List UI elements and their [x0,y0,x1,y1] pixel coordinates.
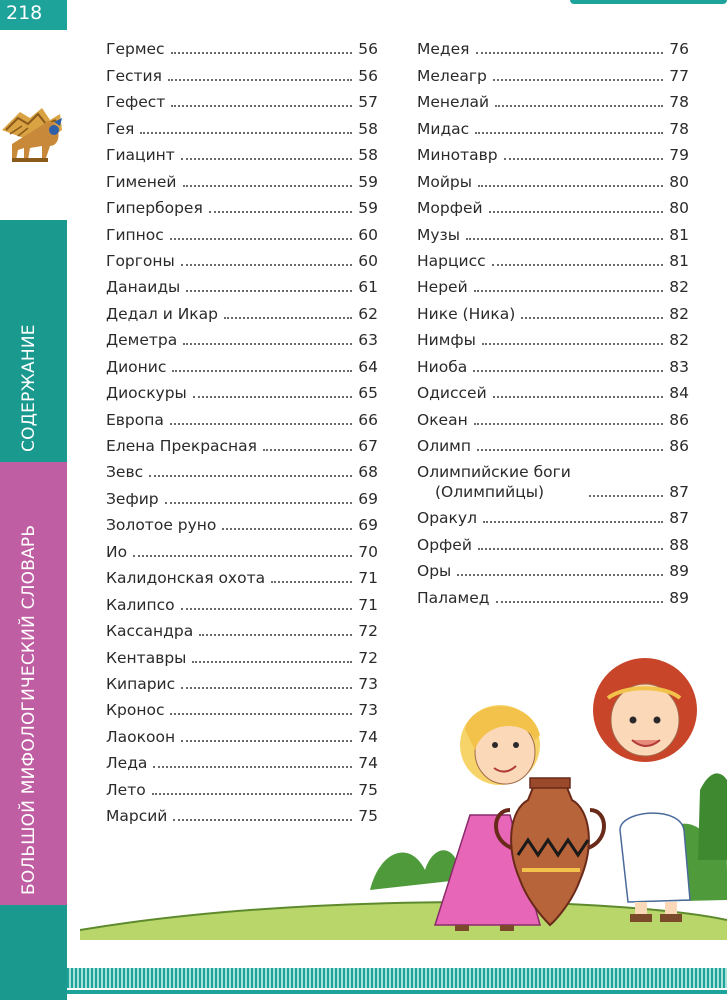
toc-entry-page: 64 [358,357,378,376]
toc-entry[interactable] [106,86,378,112]
toc-entry[interactable] [106,562,378,588]
toc-entry-page: 78 [669,93,689,112]
toc-entry-page: 79 [669,146,689,165]
toc-entry-name: Гиацинт [106,146,175,165]
toc-entry-name: Нимфы [417,331,476,350]
toc-entry[interactable] [106,165,378,191]
toc-leader-dots [466,238,663,240]
toc-entry-name: Океан [417,410,468,429]
toc-leader-dots [183,343,352,345]
toc-entry-name: Зевс [106,463,144,482]
toc-entry-name: Нике (Ника) [417,304,516,323]
toc-entry-page: 59 [358,199,378,218]
toc-entry[interactable] [106,403,378,429]
toc-entry[interactable] [106,192,378,218]
toc-entry-page: 80 [669,172,689,191]
toc-entry-page: 82 [669,278,689,297]
toc-entry-name: Деметра [106,331,178,350]
toc-entry[interactable] [106,535,378,561]
toc-entry[interactable] [106,271,378,297]
toc-entry[interactable] [106,377,378,403]
children-amphora-drawing [80,640,727,960]
toc-leader-dots [199,634,352,636]
toc-entry[interactable] [106,350,378,376]
toc-leader-dots [589,495,663,497]
toc-entry-page: 87 [669,509,689,528]
toc-entry[interactable] [417,112,689,138]
toc-entry[interactable] [106,218,378,244]
toc-entry[interactable] [106,588,378,614]
toc-leader-dots [140,132,352,134]
toc-entry-page: 86 [669,410,689,429]
toc-entry-name: Мелеагр [417,66,487,85]
lamassu-illustration-area [0,30,67,220]
toc-entry[interactable] [417,192,689,218]
toc-entry-name: Елена Прекрасная [106,437,258,455]
toc-entry-name: Музы [417,225,461,244]
toc-entry-page: 86 [669,437,689,455]
toc-entry-page: 59 [358,172,378,191]
toc-leader-dots [165,502,353,504]
toc-entry-name: Ниоба [417,357,468,376]
toc-leader-dots [186,290,352,292]
toc-leader-dots [476,52,664,54]
toc-entry-page: 73 [358,674,378,693]
toc-leader-dots [474,290,664,292]
toc-entry-name: Гея [106,119,135,138]
toc-entry-name: Марсий [106,807,168,826]
footer-band [0,905,67,1000]
toc-entry[interactable] [417,350,689,376]
toc-entry-page: 67 [358,437,378,455]
toc-leader-dots [483,521,663,523]
toc-right-column [417,33,689,608]
toc-entry-name: Олимп [417,437,472,455]
toc-entry-page: 81 [669,251,689,270]
toc-entry-name: Кронос [106,701,165,720]
toc-entry-page: 60 [358,225,378,244]
toc-entry-name: Одиссей [417,384,487,403]
toc-entry-page: 75 [358,780,378,799]
bottom-line [67,990,727,994]
toc-entry-name: Горгоны [106,251,175,270]
toc-entry-name: Минотавр [417,146,498,165]
toc-leader-dots [457,574,663,576]
toc-entry-name: Гермес [106,40,165,59]
toc-entry[interactable] [417,456,689,502]
toc-entry[interactable] [417,430,689,456]
toc-entry-name: Нарцисс [417,251,486,270]
section-label: СОДЕРЖАНИЕ [19,324,39,452]
toc-leader-dots [478,548,663,550]
toc-entry-page: 74 [358,754,378,773]
toc-leader-dots [149,475,352,477]
toc-entry[interactable] [417,271,689,297]
toc-entry-name: Золотое руно [106,516,217,535]
toc-entry-name: Гименей [106,172,177,191]
toc-entry-page: 89 [669,562,689,581]
toc-leader-dots [521,317,663,319]
toc-entry[interactable] [106,482,378,508]
toc-entry-page: 75 [358,807,378,826]
toc-entry-name: Менелай [417,93,490,112]
toc-entry-page: 63 [358,331,378,350]
toc-leader-dots [489,211,664,213]
toc-leader-dots [172,370,352,372]
toc-entry-name: Дедал и Икар [106,304,218,323]
toc-entry-page: 82 [669,304,689,323]
toc-entry-page: 76 [669,40,689,59]
toc-entry[interactable] [417,581,689,607]
bottom-decoration [67,968,727,988]
toc-entry[interactable] [417,139,689,165]
toc-entry[interactable] [417,324,689,350]
toc-entry-name: Гефест [106,93,166,112]
toc-entry-name: Зефир [106,489,159,508]
toc-entry[interactable] [106,430,378,456]
toc-entry-page: 60 [358,251,378,270]
toc-leader-dots [473,370,663,372]
toc-entry-name: Мидас [417,119,470,138]
toc-entry-name: Оракул [417,509,477,528]
toc-entry-page: 58 [358,146,378,165]
toc-entry[interactable] [417,555,689,581]
toc-entry-page: 68 [358,463,378,482]
toc-leader-dots [492,264,664,266]
toc-leader-dots [493,396,664,398]
toc-entry[interactable] [417,528,689,554]
toc-entry-name: Лаокоон [106,727,176,746]
toc-entry-page: 72 [358,622,378,641]
toc-entry-page: 89 [669,588,689,607]
toc-entry-name: Кипарис [106,674,176,693]
toc-entry-page: 62 [358,304,378,323]
toc-entry-name-line2: (Олимпийцы) [435,483,545,501]
toc-entry-page: 80 [669,199,689,218]
toc-leader-dots [496,601,664,603]
toc-leader-dots [181,158,352,160]
toc-entry-name: Орфей [417,535,472,554]
toc-leader-dots [477,449,663,451]
toc-entry-name: Нерей [417,278,468,297]
toc-entry-name: Калидонская охота [106,569,266,588]
toc-entry-name: Мойры [417,172,473,191]
toc-entry[interactable] [417,297,689,323]
toc-entry-name: Гестия [106,66,162,85]
toc-leader-dots [170,238,352,240]
toc-entry-name: Калипсо [106,595,175,614]
toc-entry[interactable] [106,615,378,641]
toc-leader-dots [170,423,352,425]
toc-entry-name: Морфей [417,199,483,218]
toc-leader-dots [181,608,353,610]
toc-entry-page: 81 [669,225,689,244]
toc-entry-page: 73 [358,701,378,720]
toc-entry[interactable] [417,245,689,271]
toc-entry-name: Дионис [106,357,167,376]
toc-entry-page: 65 [358,384,378,403]
page-number-tab [0,0,67,30]
toc-leader-dots [493,79,663,81]
toc-entry-page: 69 [358,489,378,508]
toc-entry[interactable] [106,324,378,350]
toc-entry-name: Кентавры [106,648,187,667]
toc-leader-dots [181,264,352,266]
toc-leader-dots [482,343,663,345]
toc-entry-page: 82 [669,331,689,350]
toc-entry-page: 70 [358,542,378,561]
toc-entry[interactable] [417,165,689,191]
toc-entry[interactable] [417,377,689,403]
toc-entry[interactable] [106,297,378,323]
toc-entry-page: 77 [669,66,689,85]
toc-entry-page: 61 [358,278,378,297]
toc-leader-dots [193,396,352,398]
toc-leader-dots [478,185,663,187]
toc-entry[interactable] [106,245,378,271]
toc-leader-dots [209,211,352,213]
toc-entry-name: Леда [106,754,148,773]
toc-entry-name: Медея [417,40,470,59]
toc-entry-page: 69 [358,516,378,535]
toc-leader-dots [133,555,352,557]
book-title: БОЛЬШОЙ МИФОЛОГИЧЕСКИЙ СЛОВАРЬ [19,524,39,895]
toc-entry[interactable] [417,403,689,429]
toc-entry-name: Гипнос [106,225,164,244]
toc-entry-page: 56 [358,66,378,85]
toc-leader-dots [222,528,352,530]
toc-leader-dots [183,185,353,187]
toc-leader-dots [474,423,664,425]
toc-entry-page: 87 [669,483,689,501]
toc-leader-dots [271,581,352,583]
toc-leader-dots [171,52,353,54]
toc-entry-name [417,462,587,502]
toc-entry[interactable] [417,59,689,85]
toc-leader-dots [504,158,664,160]
toc-entry-page: 72 [358,648,378,667]
toc-entry-page: 66 [358,410,378,429]
toc-entry-page: 71 [358,569,378,588]
top-decoration [570,0,727,4]
toc-entry-page: 74 [358,727,378,746]
children-amphora-illustration [80,640,727,960]
toc-entry-name: Ио [106,542,128,561]
toc-leader-dots [475,132,663,134]
toc-entry[interactable] [106,139,378,165]
toc-entry[interactable] [417,86,689,112]
toc-entry-page: 57 [358,93,378,112]
toc-entry-page: 56 [358,40,378,59]
toc-leader-dots [168,79,352,81]
toc-entry-name: Лето [106,780,146,799]
toc-entry-name: Паламед [417,588,490,607]
toc-entry[interactable] [417,502,689,528]
toc-entry-name: Данаиды [106,278,181,297]
lamassu-icon [0,30,67,220]
toc-entry[interactable] [106,112,378,138]
toc-entry-name: Европа [106,410,164,429]
toc-leader-dots [171,105,352,107]
boy-figure [593,658,697,922]
toc-entry-name-line1: Олимпийские боги [417,463,571,481]
toc-entry-name: Диоскуры [106,384,187,403]
toc-entry[interactable] [417,218,689,244]
toc-leader-dots [495,105,663,107]
toc-entry-page: 83 [669,357,689,376]
toc-entry-name: Кассандра [106,622,194,641]
toc-entry[interactable] [417,33,689,59]
toc-entry[interactable] [106,59,378,85]
toc-entry[interactable] [106,509,378,535]
toc-entry-page: 58 [358,119,378,138]
toc-entry-name: Оры [417,562,452,581]
toc-entry[interactable] [106,456,378,482]
toc-entry-page: 71 [358,595,378,614]
toc-entry[interactable] [106,33,378,59]
toc-entry-page: 78 [669,119,689,138]
toc-entry-name: Гиперборея [106,199,203,218]
toc-leader-dots [263,449,352,451]
toc-entry-page: 84 [669,384,689,403]
toc-leader-dots [224,317,352,319]
page-number: 218 [6,2,43,24]
sidebar [0,0,67,1000]
toc-entry-page: 88 [669,535,689,554]
